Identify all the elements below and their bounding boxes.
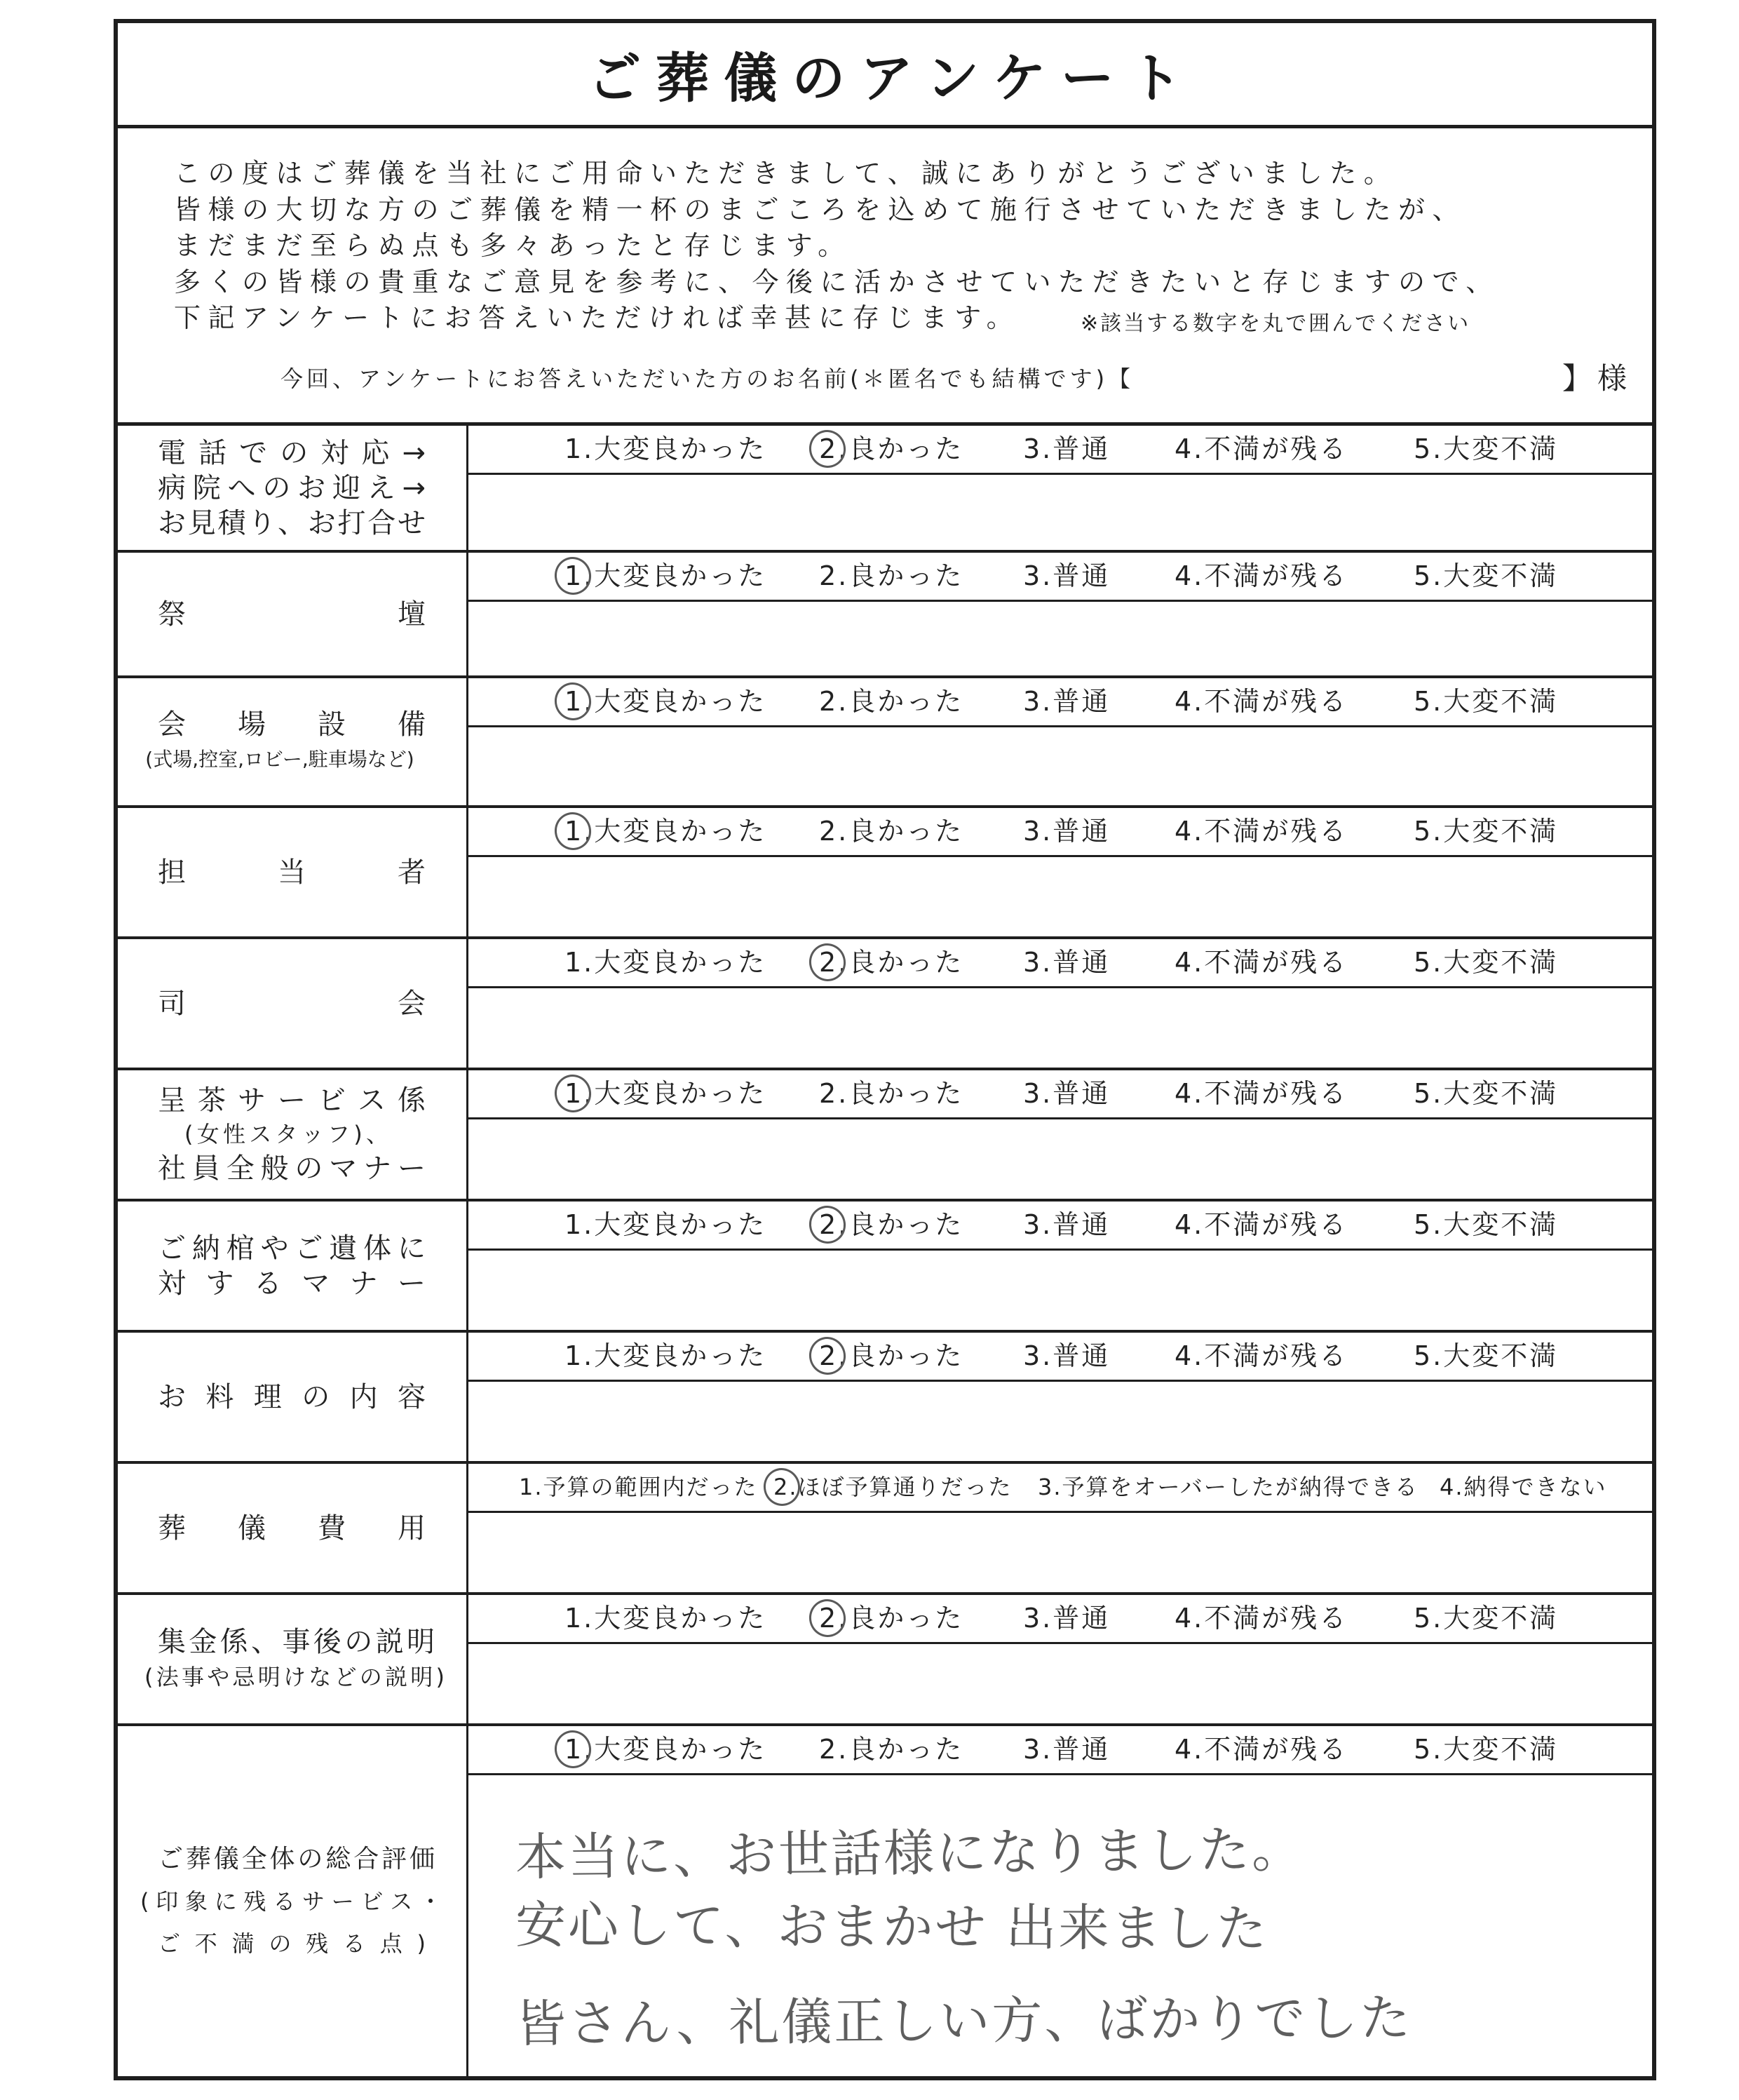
instruction-note: ※該当する数字を丸で囲んでください <box>1081 311 1471 336</box>
rating-option-5[interactable]: 5.大変不満 <box>1414 1340 1559 1371</box>
rating-options <box>468 1595 1652 1644</box>
cost-option-2[interactable]: 2.ほぼ予算通りだった <box>773 1464 1013 1511</box>
rating-option-2[interactable]: 2.良かった <box>819 1202 963 1248</box>
survey-row-overall-evaluation <box>118 1726 1652 2076</box>
comment-area[interactable] <box>468 475 1652 550</box>
rating-option-1[interactable]: 1.大変良かった <box>564 678 766 725</box>
rating-option-3[interactable]: 3.普通 <box>1023 1603 1111 1634</box>
rating-option-2[interactable]: 2.良かった <box>819 1333 963 1380</box>
comment-area[interactable] <box>468 988 1652 1068</box>
comment-area[interactable] <box>468 1119 1652 1199</box>
survey-row-staff-in-charge <box>118 808 1652 939</box>
rating-option-4[interactable]: 4.不満が残る <box>1175 947 1348 978</box>
comment-area[interactable] <box>468 1251 1652 1330</box>
row-label-line: 会場設備 <box>158 708 426 741</box>
rating-option-4[interactable]: 4.不満が残る <box>1175 1209 1348 1240</box>
row-label-note: (式場,控室,ロビー,駐車場など) <box>145 747 414 771</box>
row-label <box>118 939 468 1068</box>
row-label <box>118 1595 468 1723</box>
rating-option-2[interactable]: 2.良かった <box>819 686 964 717</box>
cost-options <box>468 1464 1652 1513</box>
rating-option-1[interactable]: 1.大変良かった <box>564 1070 766 1117</box>
rating-option-2[interactable]: 2.良かった <box>819 1595 963 1642</box>
intro-line: まだまだ至らぬ点も多々あったと存じます。 <box>174 230 852 261</box>
survey-row-funeral-cost <box>118 1464 1652 1595</box>
intro-line: この度はご葬儀を当社にご用命いただきまして、誠にありがとうございました。 <box>174 158 1398 189</box>
row-answer <box>468 939 1652 1068</box>
rating-option-5[interactable]: 5.大変不満 <box>1414 1078 1559 1109</box>
rating-option-3[interactable]: 3.普通 <box>1023 433 1111 464</box>
row-answer <box>468 553 1652 675</box>
row-label-line: 電話での対応→ <box>158 436 426 469</box>
row-answer <box>468 1464 1652 1592</box>
rating-option-2[interactable]: 2.良かった <box>819 1734 964 1765</box>
row-answer <box>468 1202 1652 1330</box>
rating-option-3[interactable]: 3.普通 <box>1023 947 1111 978</box>
survey-row-mc <box>118 939 1652 1070</box>
survey-row-venue <box>118 678 1652 808</box>
rating-option-5[interactable]: 5.大変不満 <box>1414 1209 1559 1240</box>
survey-row-phone-pickup-estimate <box>118 426 1652 553</box>
row-label-line: ご葬儀全体の総合評価 <box>158 1844 435 1873</box>
intro-line: 下記アンケートにお答えいただければ幸甚に存じます。 <box>174 302 1021 333</box>
rating-option-5[interactable]: 5.大変不満 <box>1414 1734 1559 1765</box>
rating-options <box>468 426 1652 475</box>
rating-option-4[interactable]: 4.不満が残る <box>1175 1340 1348 1371</box>
row-answer <box>468 426 1652 550</box>
rating-option-5[interactable]: 5.大変不満 <box>1414 947 1559 978</box>
row-label-line: 葬儀費用 <box>158 1512 426 1544</box>
row-label-line: 集金係、事後の説明 <box>158 1625 435 1658</box>
cost-option-1[interactable]: 1.予算の範囲内だった <box>519 1474 758 1500</box>
rating-option-3[interactable]: 3.普通 <box>1023 1078 1111 1109</box>
row-label-line: 祭壇 <box>158 598 426 631</box>
handwritten-comment-line: 本当に、お世話様になりました。 <box>515 1819 1305 1887</box>
survey-row-altar <box>118 553 1652 678</box>
rating-option-5[interactable]: 5.大変不満 <box>1414 686 1559 717</box>
row-label-note: (法事や忌明けなどの説明) <box>144 1663 445 1690</box>
row-label-line: お料理の内容 <box>158 1380 426 1413</box>
intro-line: 多くの皆様の貴重なご意見を参考に、今後に活かさせていただきたいと存じますので、 <box>174 266 1500 297</box>
rating-option-4[interactable]: 4.不満が残る <box>1175 686 1348 717</box>
row-label-note: (印象に残るサービス・ <box>140 1887 442 1915</box>
intro-text <box>174 156 1500 337</box>
row-answer <box>468 1726 1652 2076</box>
rating-option-4[interactable]: 4.不満が残る <box>1175 816 1348 847</box>
row-label <box>118 1202 468 1330</box>
row-label-line: 担当者 <box>158 856 426 889</box>
row-label <box>118 1464 468 1592</box>
rating-option-2[interactable]: 2.良かった <box>819 426 963 473</box>
rating-option-3[interactable]: 3.普通 <box>1023 1340 1111 1371</box>
rating-option-4[interactable]: 4.不満が残る <box>1175 1078 1348 1109</box>
title-box <box>118 23 1652 128</box>
survey-row-tea-service-manners <box>118 1070 1652 1202</box>
row-label <box>118 553 468 675</box>
survey-table <box>118 426 1652 2076</box>
row-answer <box>468 678 1652 805</box>
rating-options <box>468 1333 1652 1382</box>
rating-option-1[interactable]: 1.大変良かった <box>564 808 766 855</box>
row-label-line: 司会 <box>158 987 426 1020</box>
rating-options <box>468 678 1652 727</box>
row-label-line: 対するマナー <box>158 1267 426 1300</box>
row-label-line: ご納棺やご遺体に <box>158 1232 426 1265</box>
row-label <box>118 1726 468 2076</box>
row-answer <box>468 1333 1652 1461</box>
rating-option-4[interactable]: 4.不満が残る <box>1175 560 1348 591</box>
row-label-line: 社員全般のマナー <box>158 1152 426 1185</box>
rating-option-1[interactable]: 1.大変良かった <box>564 1726 766 1773</box>
rating-option-1[interactable]: 1.大変良かった <box>564 553 766 600</box>
survey-form <box>114 19 1656 2080</box>
comment-area[interactable] <box>468 1382 1652 1461</box>
name-prompt: 今回、アンケートにお答えいただいた方のお名前(＊匿名でも結構です)【 <box>280 365 1135 392</box>
row-label <box>118 678 468 805</box>
rating-option-5[interactable]: 5.大変不満 <box>1414 1603 1559 1634</box>
rating-option-3[interactable]: 3.普通 <box>1023 560 1111 591</box>
row-label-note: (女性スタッフ)、 <box>184 1121 388 1147</box>
row-label <box>118 1333 468 1461</box>
rating-option-4[interactable]: 4.不満が残る <box>1175 1734 1348 1765</box>
rating-options <box>468 1070 1652 1119</box>
row-label-line: 病院へのお迎え→ <box>158 471 426 504</box>
survey-row-encoffining-manners <box>118 1202 1652 1333</box>
rating-options <box>468 808 1652 857</box>
survey-row-food <box>118 1333 1652 1464</box>
survey-row-billing-explanation <box>118 1595 1652 1726</box>
rating-option-1[interactable]: 1.大変良かった <box>564 433 767 464</box>
rating-options <box>468 1202 1652 1251</box>
row-label-line: お見積り、お打合せ <box>158 506 426 539</box>
comment-area[interactable] <box>468 1775 1652 2076</box>
page-title: ご葬儀のアンケート <box>588 47 1197 109</box>
row-label-note: ご不満の残る点) <box>158 1930 426 1957</box>
cost-option-4[interactable]: 4.納得できない <box>1440 1474 1607 1500</box>
row-answer <box>468 808 1652 936</box>
handwritten-comment-line: 安心して、おまかせ 出来ました <box>515 1895 1269 1958</box>
comment-area[interactable] <box>468 602 1652 675</box>
rating-option-3[interactable]: 3.普通 <box>1023 1734 1111 1765</box>
comment-area[interactable] <box>468 1513 1652 1592</box>
rating-options <box>468 1726 1652 1775</box>
rating-options <box>468 553 1652 602</box>
comment-area[interactable] <box>468 857 1652 936</box>
rating-option-1[interactable]: 1.大変良かった <box>564 1603 767 1634</box>
rating-option-5[interactable]: 5.大変不満 <box>1414 816 1559 847</box>
name-suffix: 】様 <box>1562 361 1633 396</box>
rating-option-2[interactable]: 2.良かった <box>819 1078 964 1109</box>
rating-option-4[interactable]: 4.不満が残る <box>1175 433 1348 464</box>
row-label-line: 呈茶サービス係 <box>158 1084 426 1117</box>
row-answer <box>468 1595 1652 1723</box>
rating-option-1[interactable]: 1.大変良かった <box>564 1340 767 1371</box>
rating-option-5[interactable]: 5.大変不満 <box>1414 560 1559 591</box>
rating-option-5[interactable]: 5.大変不満 <box>1414 433 1559 464</box>
comment-area[interactable] <box>468 1644 1652 1723</box>
rating-option-2[interactable]: 2.良かった <box>819 939 963 986</box>
rating-option-3[interactable]: 3.普通 <box>1023 1209 1111 1240</box>
rating-options <box>468 939 1652 988</box>
row-label <box>118 808 468 936</box>
handwritten-comment-line: 皆さん、礼儀正しい方、ばかりでした <box>515 1988 1413 2054</box>
row-label <box>118 1070 468 1199</box>
row-answer <box>468 1070 1652 1199</box>
rating-option-3[interactable]: 3.普通 <box>1023 816 1111 847</box>
rating-option-1[interactable]: 1.大変良かった <box>564 1209 767 1240</box>
intro-line: 皆様の大切な方のご葬儀を精一杯のまごころを込めて施行させていただきましたが、 <box>174 194 1467 225</box>
cost-option-3[interactable]: 3.予算をオーバーしたが納得できる <box>1038 1474 1419 1500</box>
intro-section <box>118 128 1652 426</box>
comment-area[interactable] <box>468 727 1652 805</box>
row-label <box>118 426 468 550</box>
rating-option-3[interactable]: 3.普通 <box>1023 686 1111 717</box>
rating-option-4[interactable]: 4.不満が残る <box>1175 1603 1348 1634</box>
rating-option-2[interactable]: 2.良かった <box>819 816 964 847</box>
rating-option-1[interactable]: 1.大変良かった <box>564 947 767 978</box>
rating-option-2[interactable]: 2.良かった <box>819 560 964 591</box>
